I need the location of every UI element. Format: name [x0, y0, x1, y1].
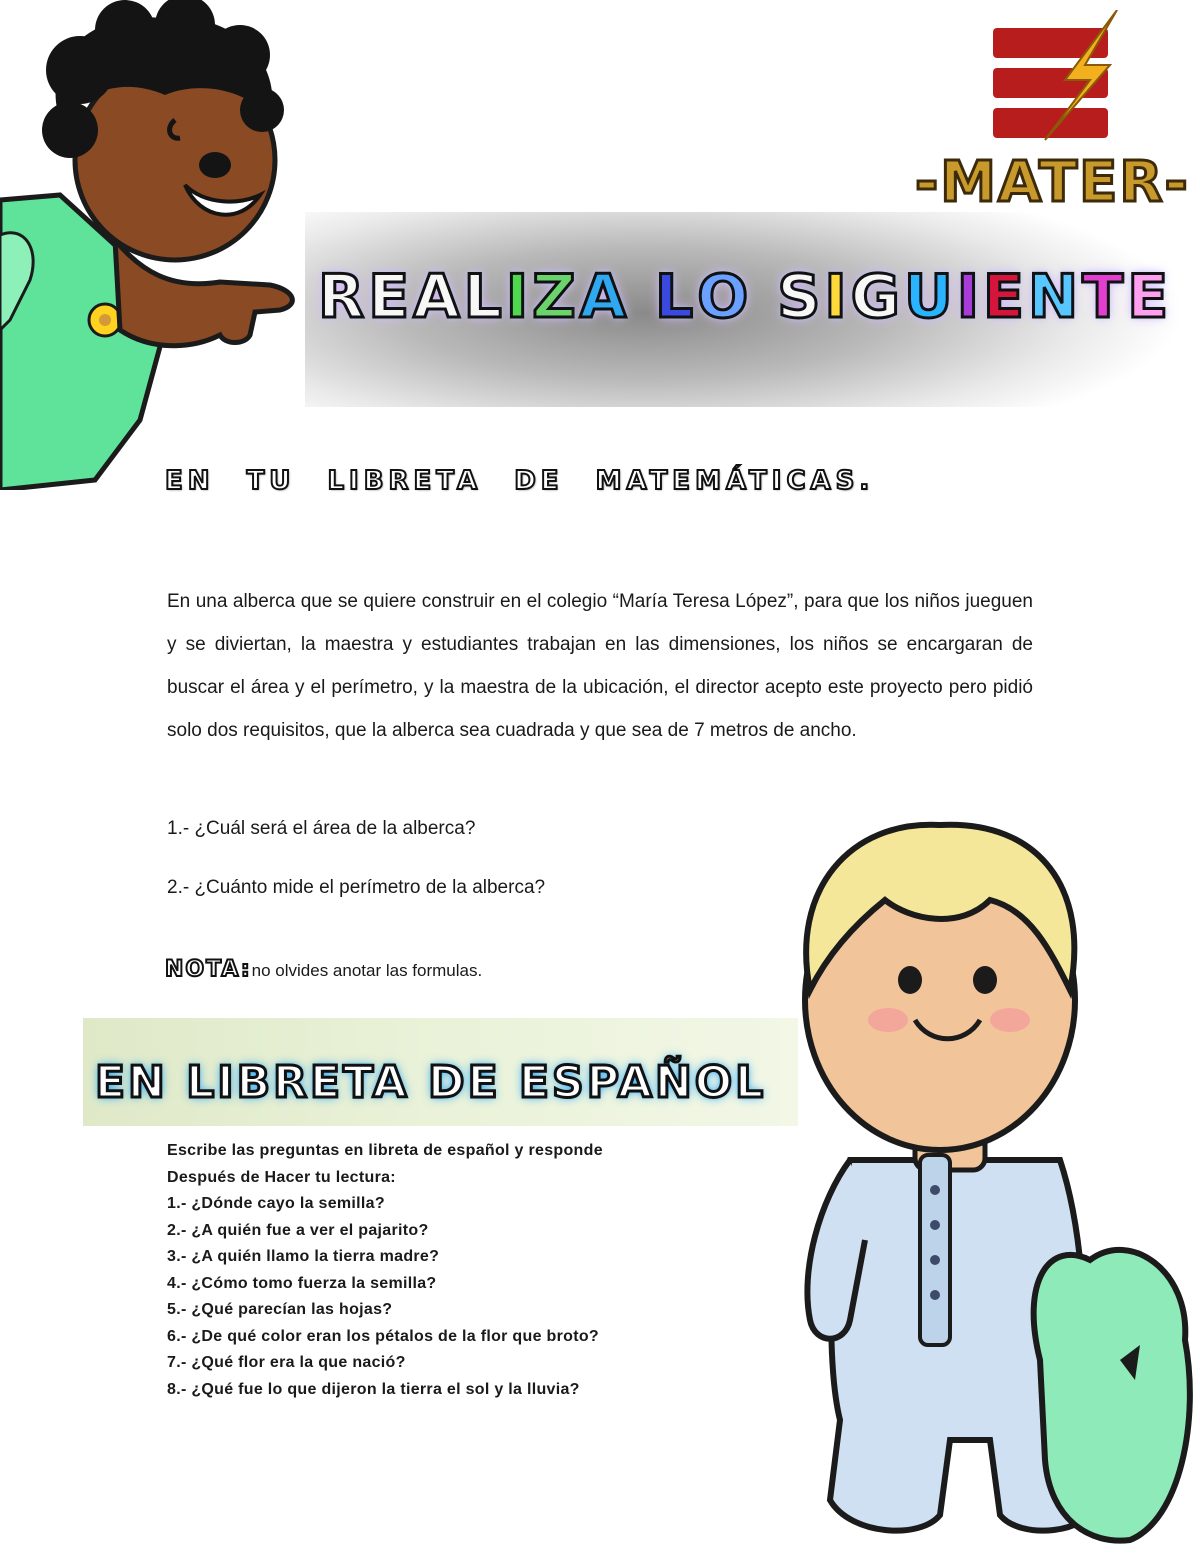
title-letter: E: [983, 262, 1029, 332]
nota-text: no olvides anotar las formulas.: [251, 961, 483, 980]
spanish-question: 4.- ¿Cómo tomo fuerza la semilla?: [167, 1274, 437, 1292]
title-letter: A: [413, 262, 464, 332]
logo-word: -MATER-: [915, 150, 1190, 215]
math-subtitle: EN TU LIBRETA DE MATEMÁTICAS.: [165, 466, 875, 496]
girl-pointing-illustration: [0, 0, 310, 490]
title-letter: [630, 262, 655, 332]
title-letter: L: [655, 262, 698, 332]
spanish-question: 5.- ¿Qué parecían las hojas?: [167, 1301, 393, 1318]
math-question-1: 1.- ¿Cuál será el área de la alberca?: [167, 818, 476, 839]
title-letter: O: [697, 262, 753, 332]
title-letter: L: [463, 262, 506, 332]
spanish-instruction: Después de Hacer tu lectura:: [167, 1168, 396, 1186]
title-letter: I: [824, 262, 851, 332]
nota: [165, 957, 482, 982]
spanish-title: EN LIBRETA DE ESPAÑOL: [95, 1057, 767, 1108]
title-letter: S: [777, 262, 825, 332]
spanish-question: 3.- ¿A quién llamo la tierra madre?: [167, 1248, 440, 1265]
title-letter: R: [318, 262, 369, 332]
title-letter: U: [903, 262, 957, 332]
nota-label: NOTA:: [165, 957, 252, 982]
math-problem-paragraph: En una alberca que se quiere construir en el colegio “María Teresa López”, para que los niños jueguen y se diviertan, la maestra y estudiantes trabajan en las dimensiones, los niños se encargaran de buscar el área y el perímetro, y la maestra de la ubicación, el director acepto este proyecto pero pidió solo dos requisitos, que la alberca sea cuadrada y que sea de 7 metros de ancho.: [167, 591, 1033, 741]
title-letter: I: [505, 262, 533, 332]
title-letter: E: [368, 262, 414, 332]
spanish-question: 2.- ¿A quién fue a ver el pajarito?: [167, 1221, 429, 1239]
title-letter: T: [1082, 262, 1128, 332]
title-letter: G: [850, 262, 904, 332]
title-letter: E: [1127, 262, 1173, 332]
spanish-question-list: [167, 1138, 603, 1403]
title-letter: I: [956, 262, 984, 332]
boy-with-bunny-illustration: [790, 800, 1200, 1553]
math-question-2: 2.- ¿Cuánto mide el perímetro de la alberca?: [167, 877, 546, 898]
title-letter: [752, 262, 777, 332]
spanish-instruction: Escribe las preguntas en libreta de español y responde: [167, 1142, 603, 1159]
spanish-question: 7.- ¿Qué flor era la que nació?: [167, 1354, 406, 1371]
page-title: [318, 262, 1172, 332]
title-letter: N: [1028, 262, 1083, 332]
title-letter: Z: [532, 262, 580, 332]
spanish-question: 1.- ¿Dónde cayo la semilla?: [167, 1195, 385, 1212]
spanish-question: 6.- ¿De qué color eran los pétalos de la flor que broto?: [167, 1327, 599, 1345]
spanish-question: 8.- ¿Qué fue lo que dijeron la tierra el sol y la lluvia?: [167, 1380, 580, 1398]
title-letter: A: [579, 262, 631, 332]
